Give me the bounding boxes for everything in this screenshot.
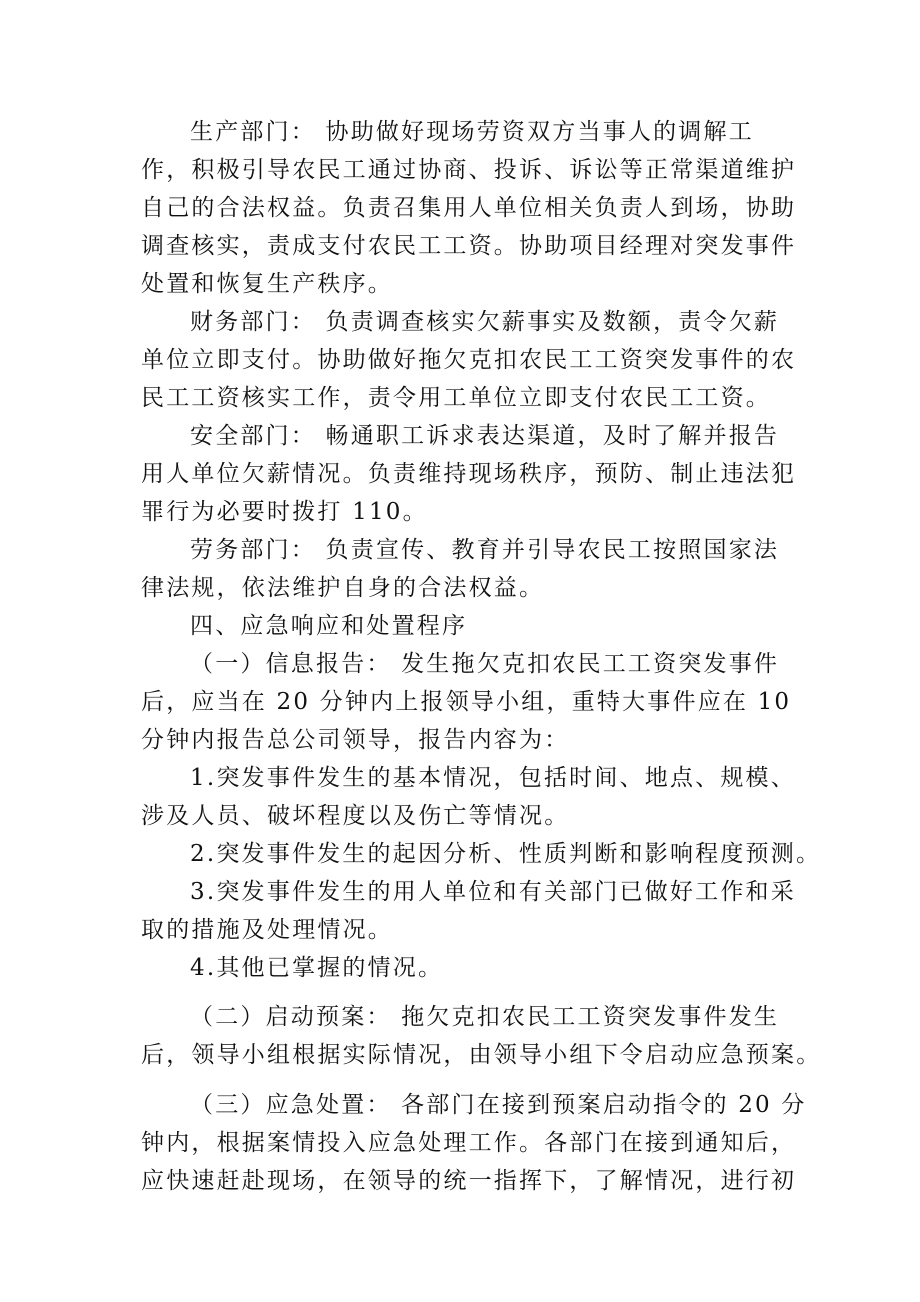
text-line: 分钟内报告总公司领导，报告内容为：: [141, 727, 570, 753]
section-heading: 四、应急响应和处置程序: [190, 613, 468, 639]
text-line: （三）应急处置： 各部门在接到预案启动指令的 20 分: [190, 1092, 807, 1118]
list-item: 2.突发事件发生的起因分析、性质判断和影响程度预测。: [190, 841, 822, 867]
text-line: 后，应当在 20 分钟内上报领导小组，重特大事件应在 10: [141, 689, 792, 715]
text-line: 涉及人员、破坏程度以及伤亡等情况。: [141, 803, 570, 829]
text-line: 取的措施及处理情况。: [141, 917, 393, 943]
text-line: 钟内，根据案情投入应急处理工作。各部门在接到通知后，: [141, 1130, 797, 1156]
text-line: 作，积极引导农民工通过协商、投诉、诉讼等正常渠道维护: [141, 157, 797, 183]
text-line: （二）启动预案： 拖欠克扣农民工工资突发事件发生: [190, 1004, 780, 1030]
text-line: 单位立即支付。协助做好拖欠克扣农民工工资突发事件的农: [141, 347, 797, 373]
text-line: 律法规，依法维护自身的合法权益。: [141, 575, 545, 601]
text-line: 自己的合法权益。负责召集用人单位相关负责人到场，协助: [141, 195, 797, 221]
text-line: 财务部门： 负责调查核实欠薪事实及数额，责令欠薪: [190, 309, 780, 335]
text-line: 用人单位欠薪情况。负责维持现场秩序，预防、制止违法犯: [141, 461, 797, 487]
text-line: 生产部门： 协助做好现场劳资双方当事人的调解工: [190, 119, 754, 145]
text-line: 安全部门： 畅通职工诉求表达渠道，及时了解并报告: [190, 423, 780, 449]
list-item: 3.突发事件发生的用人单位和有关部门已做好工作和采: [190, 879, 796, 905]
text-line: 罪行为必要时拨打 110。: [141, 499, 428, 525]
text-line: 应快速赶赴现场，在领导的统一指挥下，了解情况，进行初: [141, 1168, 797, 1194]
text-line: 后，领导小组根据实际情况，由领导小组下令启动应急预案。: [141, 1042, 822, 1068]
text-line: 调查核实，责成支付农民工工资。协助项目经理对突发事件: [141, 233, 797, 259]
text-line: 劳务部门： 负责宣传、教育并引导农民工按照国家法: [190, 537, 780, 563]
list-item: 4.其他已掌握的情况。: [190, 955, 444, 981]
text-line: 处置和恢复生产秩序。: [141, 271, 393, 297]
text-line: 民工工资核实工作，责令用工单位立即支付农民工工资。: [141, 385, 771, 411]
text-line: （一）信息报告： 发生拖欠克扣农民工工资突发事件: [190, 651, 780, 677]
list-item: 1.突发事件发生的基本情况，包括时间、地点、规模、: [190, 765, 796, 791]
